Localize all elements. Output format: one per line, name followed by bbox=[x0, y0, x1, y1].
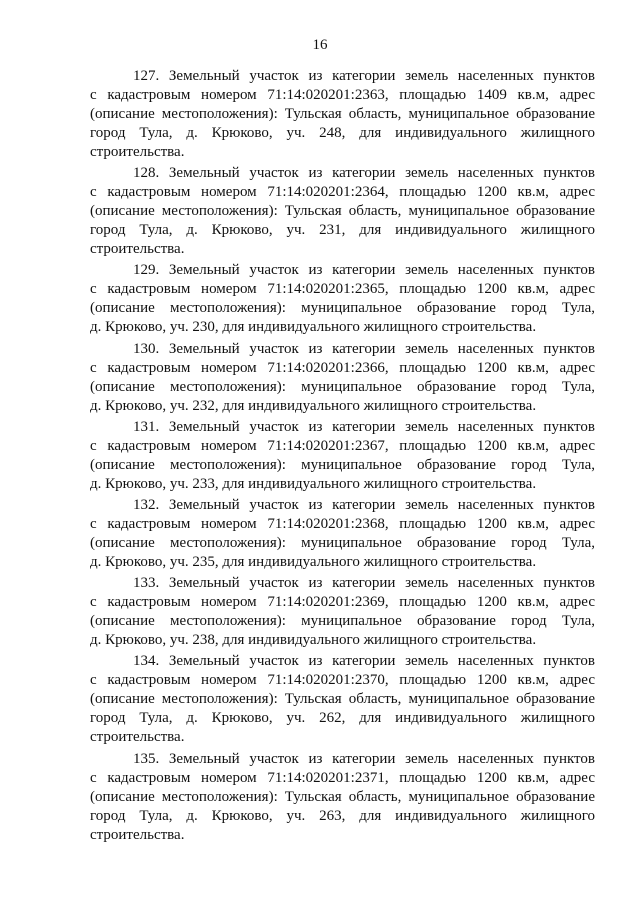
list-item bbox=[90, 418, 595, 494]
paragraph-line: (описание местоположения): муниципальное образование город Тула, bbox=[90, 534, 595, 551]
paragraph-line: с кадастровым номером 71:14:020201:2365, площадью 1200 кв.м, адрес bbox=[90, 281, 595, 298]
paragraph-line: строительства. bbox=[90, 241, 185, 258]
paragraph-line: город Тула, д. Крюково, уч. 263, для индивидуального жилищного bbox=[90, 807, 595, 824]
paragraph-line: с кадастровым номером 71:14:020201:2366, площадью 1200 кв.м, адрес bbox=[90, 359, 595, 376]
paragraph-line: 129. Земельный участок из категории земель населенных пунктов bbox=[133, 262, 595, 279]
list-item bbox=[90, 750, 595, 845]
paragraph-line: строительства. bbox=[90, 144, 185, 160]
paragraph-line: д. Крюково, уч. 230, для индивидуального жилищного строительства. bbox=[90, 319, 537, 336]
paragraph-line: 132. Земельный участок из категории земель населенных пунктов bbox=[133, 496, 595, 513]
list-item bbox=[90, 164, 595, 259]
paragraph-line: с кадастровым номером 71:14:020201:2371, площадью 1200 кв.м, адрес bbox=[90, 769, 595, 786]
paragraph-line: (описание местоположения): Тульская область, муниципальное образование bbox=[90, 203, 595, 220]
paragraph-line: (описание местоположения): муниципальное образование город Тула, bbox=[90, 300, 595, 317]
paragraph-line: 135. Земельный участок из категории земель населенных пунктов bbox=[133, 750, 595, 767]
paragraph-line: город Тула, д. Крюково, уч. 248, для индивидуального жилищного bbox=[90, 125, 595, 141]
paragraph-line: город Тула, д. Крюково, уч. 262, для индивидуального жилищного bbox=[90, 710, 595, 727]
paragraph-line: 133. Земельный участок из категории земель населенных пунктов bbox=[133, 575, 595, 592]
paragraph-line: (описание местоположения): Тульская область, муниципальное образование bbox=[90, 788, 595, 805]
list-item bbox=[90, 574, 595, 650]
paragraph-line: с кадастровым номером 71:14:020201:2369, площадью 1200 кв.м, адрес bbox=[90, 594, 595, 611]
paragraph-line: (описание местоположения): муниципальное образование город Тула, bbox=[90, 613, 595, 630]
paragraph-line: с кадастровым номером 71:14:020201:2363, площадью 1409 кв.м, адрес bbox=[90, 87, 595, 103]
paragraph-line: (описание местоположения): муниципальное образование город Тула, bbox=[90, 378, 595, 395]
paragraph-line: 130. Земельный участок из категории земель населенных пунктов bbox=[133, 340, 595, 357]
paragraph-line: д. Крюково, уч. 233, для индивидуального жилищного строительства. bbox=[90, 475, 537, 492]
paragraph-line: строительства. bbox=[90, 826, 185, 843]
list-item bbox=[90, 340, 595, 416]
list-item bbox=[90, 261, 595, 337]
list-item bbox=[90, 652, 595, 747]
paragraph-line: с кадастровым номером 71:14:020201:2368, площадью 1200 кв.м, адрес bbox=[90, 515, 595, 532]
document-body bbox=[90, 67, 595, 847]
paragraph-line: город Тула, д. Крюково, уч. 231, для индивидуального жилищного bbox=[90, 222, 595, 239]
paragraph-line: с кадастровым номером 71:14:020201:2367, площадью 1200 кв.м, адрес bbox=[90, 437, 595, 454]
paragraph-line: (описание местоположения): Тульская область, муниципальное образование bbox=[90, 106, 595, 122]
paragraph-line: д. Крюково, уч. 232, для индивидуального жилищного строительства. bbox=[90, 397, 537, 414]
paragraph-line: д. Крюково, уч. 235, для индивидуального жилищного строительства. bbox=[90, 553, 537, 570]
paragraph-line: д. Крюково, уч. 238, для индивидуального жилищного строительства. bbox=[90, 632, 537, 649]
list-item bbox=[90, 67, 595, 162]
paragraph-line: 134. Земельный участок из категории земель населенных пунктов bbox=[133, 653, 595, 670]
list-item bbox=[90, 496, 595, 572]
paragraph-line: с кадастровым номером 71:14:020201:2364, площадью 1200 кв.м, адрес bbox=[90, 184, 595, 201]
paragraph-line: 128. Земельный участок из категории земель населенных пунктов bbox=[133, 165, 595, 182]
paragraph-line: с кадастровым номером 71:14:020201:2370, площадью 1200 кв.м, адрес bbox=[90, 672, 595, 689]
paragraph-line: строительства. bbox=[90, 729, 185, 746]
paragraph-line: (описание местоположения): Тульская область, муниципальное образование bbox=[90, 691, 595, 708]
page-number: 16 bbox=[312, 37, 328, 53]
paragraph-line: (описание местоположения): муниципальное образование город Тула, bbox=[90, 456, 595, 473]
paragraph-line: 127. Земельный участок из категории земель населенных пунктов bbox=[133, 68, 595, 84]
paragraph-line: 131. Земельный участок из категории земель населенных пунктов bbox=[133, 418, 595, 435]
